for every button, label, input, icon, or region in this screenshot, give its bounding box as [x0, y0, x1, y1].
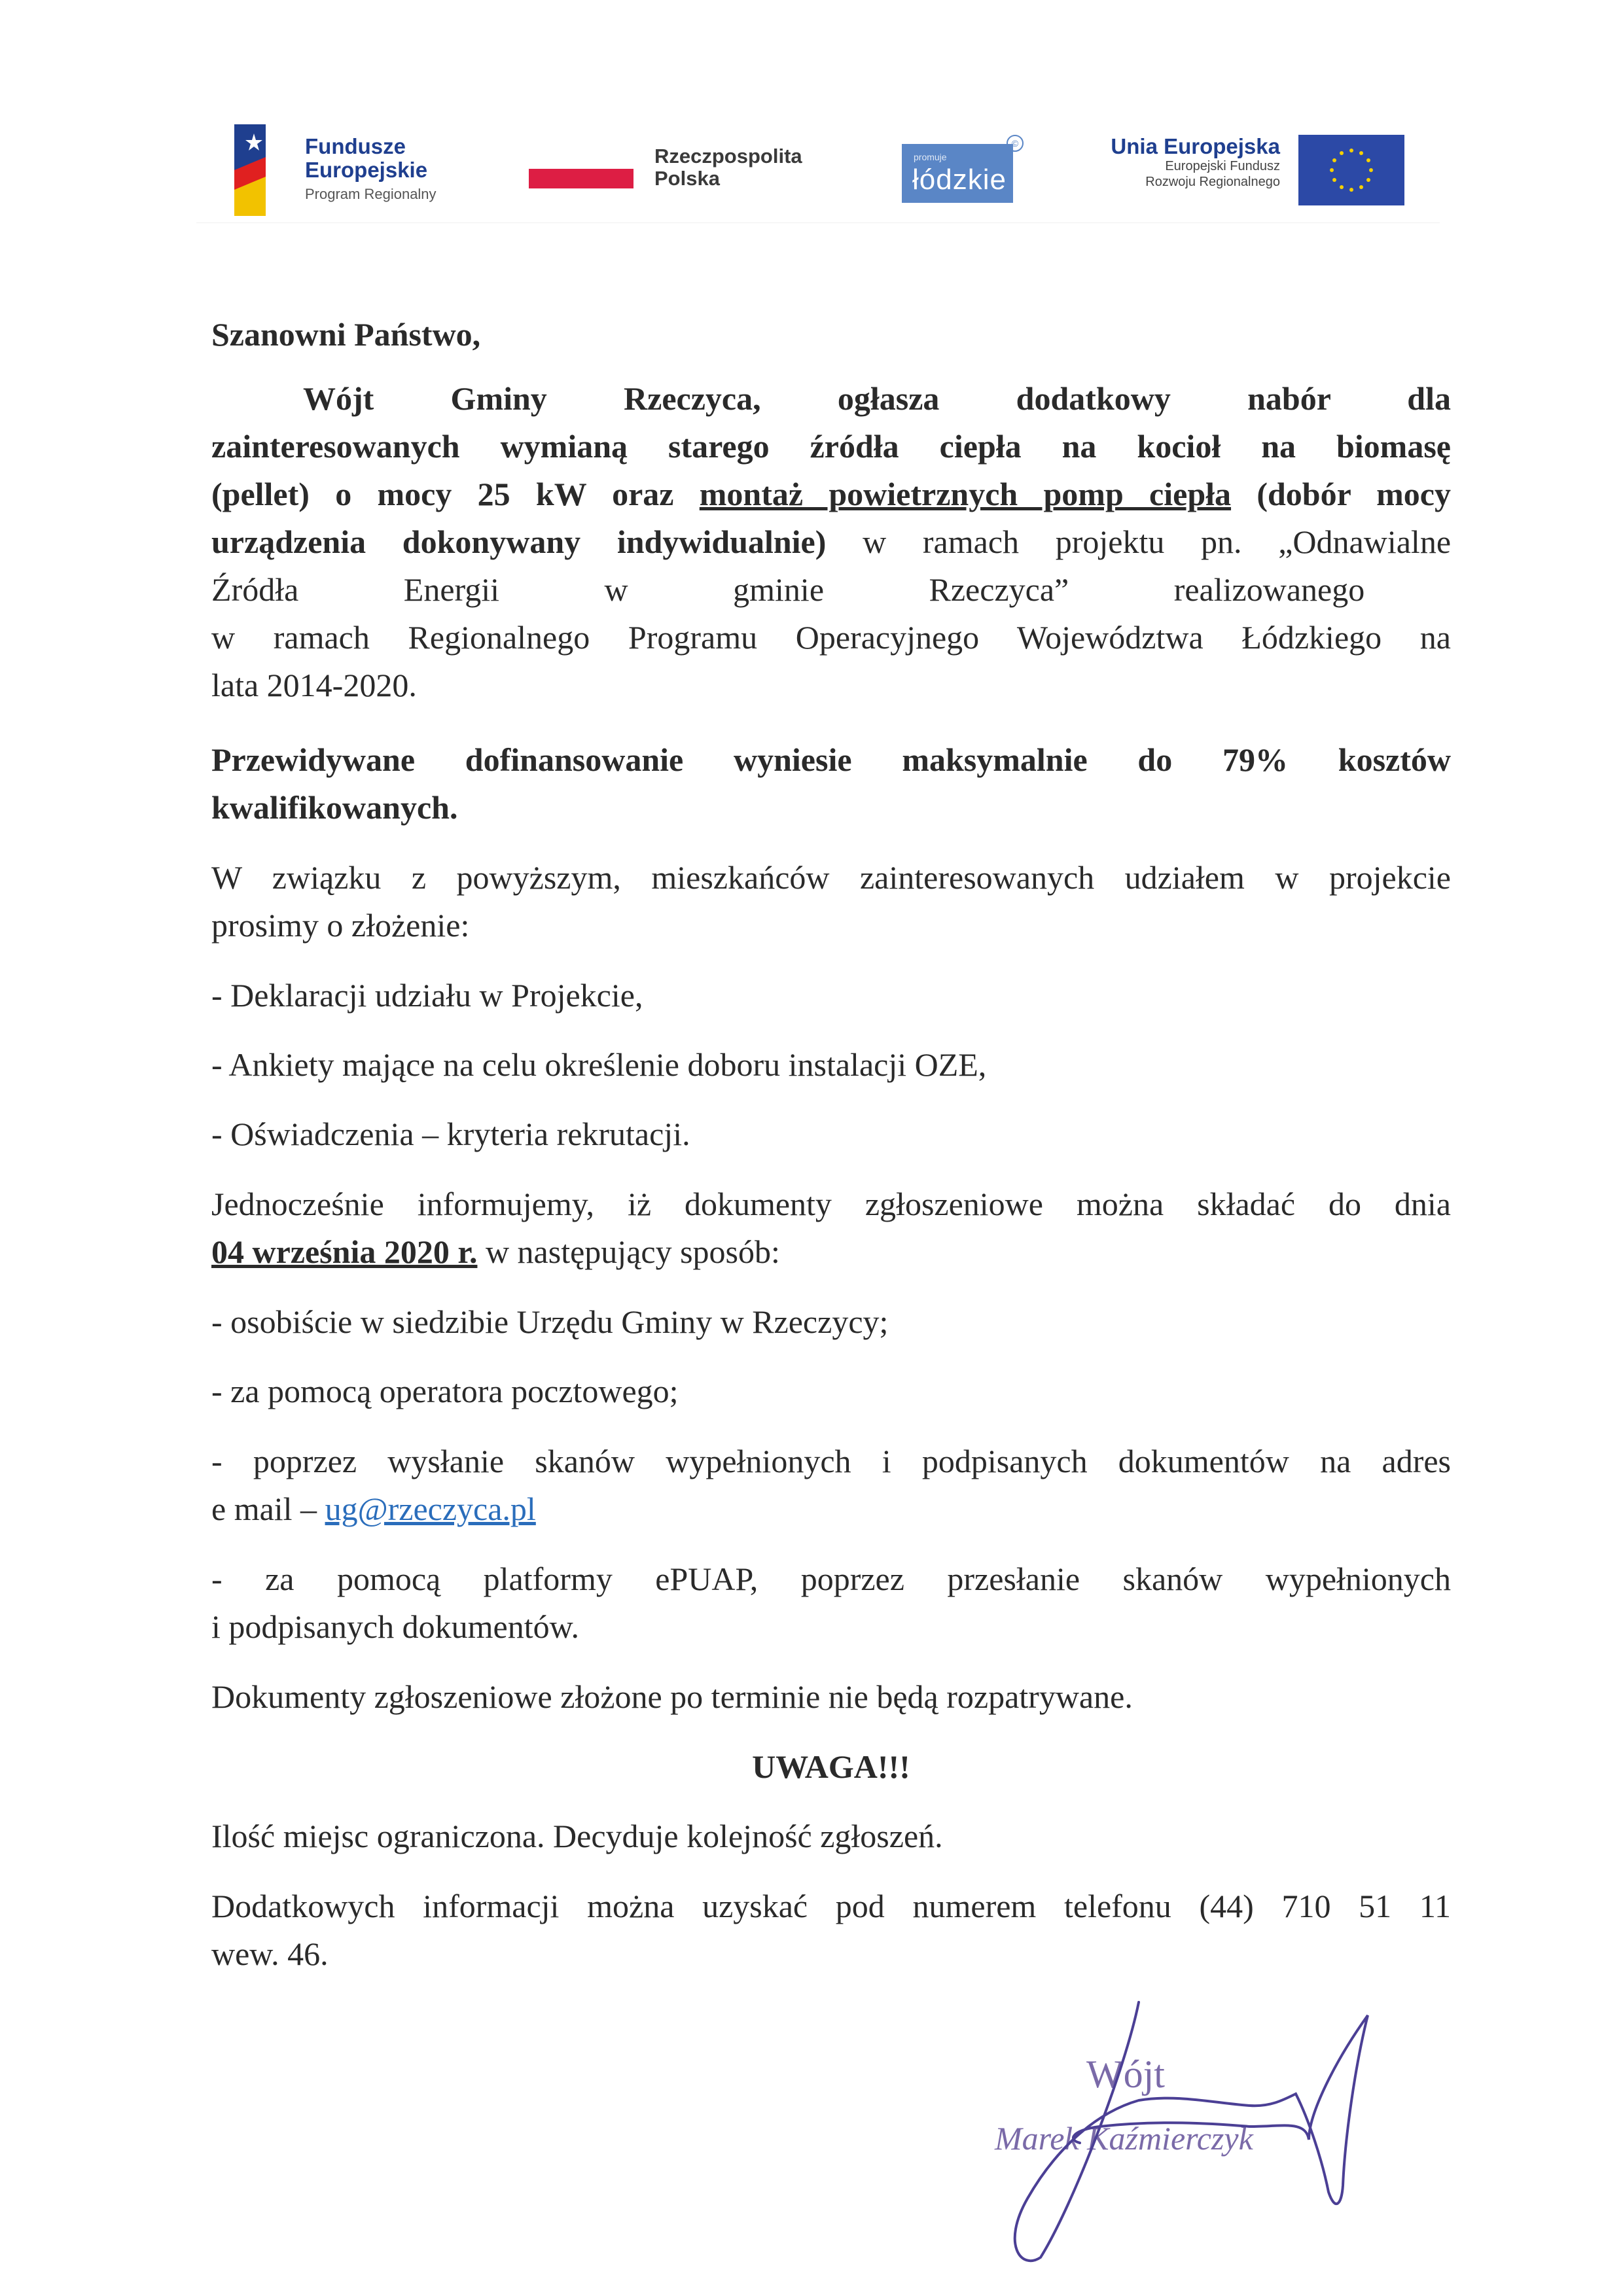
rp-logo-line1: Rzeczpospolita	[654, 145, 802, 168]
ue-logo-line3: Rozwoju Regionalnego	[1145, 175, 1280, 189]
p1-line4-a: urządzenia dokonywany indywidualnie)	[211, 523, 827, 560]
lodzkie-logo-big: łódzkie	[912, 164, 1007, 196]
list-item: - osobiście w siedzibie Urzędu Gminy w Rzeczycy;	[211, 1303, 889, 1340]
header-divider	[196, 222, 1440, 223]
p1-line3	[211, 470, 1451, 518]
salutation: Szanowni Państwo,	[211, 316, 481, 353]
contact-line1: Dodatkowych informacji można uzyskać pod numerem telefonu (44) 710 51 11	[211, 1888, 1451, 1924]
ue-logo-line1: Unia Europejska	[1111, 134, 1280, 158]
list-item-epuap-line2: i podpisanych dokumentów.	[211, 1608, 579, 1645]
rp-logo-line2: Polska	[654, 167, 720, 190]
rzeczpospolita-logo-text	[654, 145, 802, 190]
email-link[interactable]: ug@rzeczyca.pl	[325, 1491, 536, 1527]
stamp-title: Wójt	[1086, 2053, 1165, 2096]
list-item-email-line2	[211, 1485, 1451, 1533]
lodzkie-logo	[902, 144, 1013, 203]
fe-logo-line3: Program Regionalny	[305, 186, 437, 202]
p1-line4	[211, 518, 1451, 566]
p4-line2	[211, 1227, 1451, 1276]
list-item: - za pomocą operatora pocztowego;	[211, 1373, 679, 1409]
p3-line2: prosimy o złożenie:	[211, 907, 470, 944]
list-item-email-line1: - poprzez wysłanie skanów wypełnionych i podpisanych dokumentów na adres	[211, 1443, 1451, 1479]
p2-line2: kwalifikowanych.	[211, 789, 458, 826]
warning-heading: UWAGA!!!	[752, 1748, 910, 1785]
p1-line4-b: w ramach projektu pn. „Odnawialne	[826, 523, 1452, 560]
signature-stamp	[942, 1989, 1400, 2270]
p1-line6: w ramach Regionalnego Programu Operacyjnego Województwa Łódzkiego na	[211, 619, 1451, 656]
stamp-name: Marek Kaźmierczyk	[995, 2120, 1253, 2157]
polish-flag-icon	[529, 169, 633, 188]
email-prefix: e mail –	[211, 1491, 325, 1527]
copyright-icon: ©	[1007, 135, 1024, 152]
list-item: - Oświadczenia – kryteria rekrutacji.	[211, 1116, 690, 1152]
fe-logo-line1: Fundusze	[305, 134, 406, 158]
unia-europejska-logo-text	[1090, 135, 1280, 190]
p4-line1: Jednocześnie informujemy, iż dokumenty zgłoszeniowe można składać do dnia	[211, 1186, 1451, 1222]
list-item-epuap-line1: - za pomocą platformy ePUAP, poprzez przesłanie skanów wypełnionych	[211, 1561, 1451, 1597]
p3-line1: W związku z powyższym, mieszkańców zainteresowanych udziałem w projekcie	[211, 859, 1451, 896]
p1-line7: lata 2014-2020.	[211, 667, 417, 703]
eu-flag-icon	[1298, 135, 1404, 205]
contact-line2: wew. 46.	[211, 1935, 329, 1972]
list-item: - Ankiety mające na celu określenie doboru instalacji OZE,	[211, 1046, 987, 1083]
p4-line2-b: w następujący sposób:	[477, 1233, 780, 1270]
fundusze-europejskie-logo-text	[305, 135, 437, 203]
p1-line3-c: (dobór mocy	[1231, 476, 1451, 512]
p1-line3-a: (pellet) o mocy 25 kW oraz	[211, 476, 700, 512]
fe-logo-line2: Europejskie	[305, 158, 428, 182]
lodzkie-logo-small: promuje	[914, 152, 947, 162]
list-item: - Deklaracji udziału w Projekcie,	[211, 977, 643, 1014]
p1-line2: zainteresowanych wymianą starego źródła ciepła na kocioł na biomasę	[211, 428, 1451, 465]
p1-line5: Źródła Energii w gminie Rzeczyca” realizowanego	[211, 571, 1365, 608]
fundusze-europejskie-logo-icon	[234, 124, 266, 216]
p1-line1: Wójt Gminy Rzeczyca, ogłasza dodatkowy nabór dla	[303, 380, 1451, 417]
late-note: Dokumenty zgłoszeniowe złożone po terminie nie będą rozpatrywane.	[211, 1678, 1133, 1715]
p2-line1: Przewidywane dofinansowanie wyniesie maksymalnie do 79% kosztów	[211, 741, 1451, 778]
ue-logo-line2: Europejski Fundusz	[1165, 159, 1280, 173]
heat-pump-underlined: montaż powietrznych pomp ciepła	[699, 476, 1232, 512]
limit-note: Ilość miejsc ograniczona. Decyduje kolejność zgłoszeń.	[211, 1818, 943, 1854]
deadline-date: 04 września 2020 r.	[211, 1233, 478, 1270]
